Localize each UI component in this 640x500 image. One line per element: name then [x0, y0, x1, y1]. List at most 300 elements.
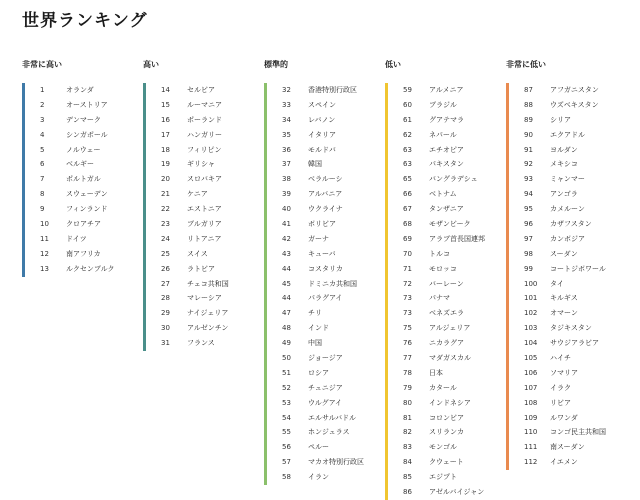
ranking-row — [282, 396, 382, 411]
country-name: タジキスタン — [550, 324, 592, 333]
rank-number: 86 — [403, 488, 412, 497]
country-name: ノルウェー — [66, 145, 101, 154]
rank-number: 87 — [524, 86, 533, 94]
country-name: ソマリア — [550, 368, 578, 377]
rank-number: 1 — [40, 86, 45, 94]
rank-number: 9 — [40, 205, 45, 214]
country-name: マダガスカル — [429, 354, 471, 363]
ranking-row — [524, 366, 624, 381]
country-name: コスタリカ — [308, 264, 343, 273]
rank-number: 6 — [40, 160, 45, 169]
ranking-row — [524, 143, 624, 158]
rank-number: 43 — [282, 249, 291, 258]
rank-number: 58 — [282, 473, 291, 482]
ranking-row — [161, 247, 261, 262]
country-name: クウェート — [429, 458, 464, 467]
ranking-row — [282, 157, 382, 172]
ranking-row — [403, 366, 503, 381]
country-name: タイ — [550, 279, 564, 288]
ranking-row — [403, 202, 503, 217]
ranking-row — [403, 98, 503, 113]
country-name: セルビア — [187, 86, 215, 94]
rank-number: 84 — [403, 458, 412, 467]
country-name: インドネシア — [429, 398, 471, 407]
rank-number: 94 — [524, 190, 533, 199]
column-high — [143, 58, 261, 351]
ranking-row — [524, 336, 624, 351]
ranking-row — [403, 83, 503, 98]
country-name: フィリピン — [187, 145, 222, 154]
ranking-row — [282, 262, 382, 277]
rank-number: 24 — [161, 234, 170, 243]
rank-number: 25 — [161, 249, 170, 258]
country-name: アルジェリア — [429, 324, 471, 333]
ranking-row — [282, 98, 382, 113]
country-name: ウクライナ — [308, 205, 343, 214]
rank-number: 89 — [524, 115, 533, 124]
rank-number: 21 — [161, 190, 170, 199]
rank-number: 93 — [524, 175, 533, 184]
country-name: グアテマラ — [429, 115, 464, 124]
rank-number: 20 — [161, 175, 170, 184]
ranking-row — [282, 202, 382, 217]
ranking-row — [161, 306, 261, 321]
ranking-row — [282, 217, 382, 232]
rank-number: 60 — [403, 100, 412, 109]
rank-number: 52 — [282, 383, 291, 392]
country-name: バーレーン — [429, 279, 464, 288]
ranking-row — [161, 128, 261, 143]
rank-number: 105 — [524, 354, 538, 363]
rank-number: 73 — [403, 294, 412, 303]
ranking-row — [403, 247, 503, 262]
rank-number: 99 — [524, 264, 533, 273]
ranking-row — [403, 232, 503, 247]
country-name: イラク — [550, 383, 571, 392]
ranking-row — [524, 247, 624, 262]
country-name: 中国 — [308, 339, 322, 348]
country-name: アンゴラ — [550, 190, 578, 199]
ranking-row — [161, 202, 261, 217]
ranking-row — [161, 143, 261, 158]
rank-number: 15 — [161, 100, 170, 109]
country-name: ブラジル — [429, 100, 457, 109]
country-name: ホンジュラス — [308, 428, 350, 437]
country-name: チェコ共和国 — [187, 279, 229, 288]
ranking-row — [403, 306, 503, 321]
rank-number: 54 — [282, 413, 291, 422]
ranking-row — [40, 172, 140, 187]
country-name: パナマ — [429, 294, 450, 303]
rank-number: 108 — [524, 398, 538, 407]
ranking-row — [524, 440, 624, 455]
ranking-row — [524, 425, 624, 440]
rank-number: 100 — [524, 279, 538, 288]
country-name: バングラデシュ — [429, 175, 478, 184]
ranking-row — [524, 187, 624, 202]
rank-number: 53 — [282, 398, 291, 407]
rank-number: 71 — [403, 264, 412, 273]
ranking-row — [282, 366, 382, 381]
rank-number: 16 — [161, 115, 170, 124]
country-name: ボリビア — [308, 220, 336, 229]
country-name: 香港特別行政区 — [308, 86, 357, 94]
country-name: リビア — [550, 398, 571, 407]
ranking-row — [282, 321, 382, 336]
tier-bar — [506, 83, 509, 470]
rank-number: 81 — [403, 413, 412, 422]
ranking-row — [403, 485, 503, 500]
rank-number: 66 — [403, 190, 412, 199]
country-name: ガーナ — [308, 234, 329, 243]
rank-number: 30 — [161, 324, 170, 333]
ranking-row — [403, 411, 503, 426]
country-name: スペイン — [308, 100, 336, 109]
rank-number: 69 — [403, 234, 412, 243]
column-very-high — [22, 58, 140, 277]
rank-number: 33 — [282, 100, 291, 109]
rank-number: 12 — [40, 249, 49, 258]
country-name: アゼルバイジャン — [429, 488, 485, 497]
rank-number: 76 — [403, 339, 412, 348]
country-name: カタール — [429, 383, 457, 392]
ranking-row — [40, 98, 140, 113]
country-name: オーストリア — [66, 100, 108, 109]
column-very-low — [506, 58, 624, 470]
rank-number: 3 — [40, 115, 45, 124]
country-name: エストニア — [187, 205, 222, 214]
ranking-row — [282, 440, 382, 455]
ranking-row — [161, 217, 261, 232]
ranking-row — [40, 232, 140, 247]
column-header: 標準的 — [264, 60, 288, 69]
ranking-row — [403, 277, 503, 292]
country-name: ウズベキスタン — [550, 100, 599, 109]
country-name: ベネズエラ — [429, 309, 464, 318]
country-name: ペルー — [308, 443, 329, 452]
ranking-row — [161, 172, 261, 187]
tier-bar — [22, 83, 25, 277]
ranking-row — [282, 411, 382, 426]
ranking-row — [403, 217, 503, 232]
country-name: エジプト — [429, 473, 457, 482]
rank-number: 61 — [403, 115, 412, 124]
ranking-row — [282, 470, 382, 485]
rank-number: 7 — [40, 175, 45, 184]
ranking-row — [282, 83, 382, 98]
ranking-row — [403, 113, 503, 128]
country-name: イタリア — [308, 130, 336, 139]
ranking-row — [524, 321, 624, 336]
rank-number: 4 — [40, 130, 45, 139]
ranking-row — [40, 143, 140, 158]
country-name: マレーシア — [187, 294, 222, 303]
rank-number: 80 — [403, 398, 412, 407]
ranking-row — [524, 128, 624, 143]
ranking-row — [403, 470, 503, 485]
rank-number: 34 — [282, 115, 291, 124]
column-header: 非常に高い — [22, 60, 62, 69]
rank-number: 11 — [40, 234, 49, 243]
ranking-row — [161, 321, 261, 336]
ranking-row — [161, 187, 261, 202]
page-title: 世界ランキング — [22, 11, 148, 31]
ranking-row — [524, 277, 624, 292]
country-name: ネパール — [429, 130, 457, 139]
ranking-row — [282, 291, 382, 306]
ranking-row — [40, 247, 140, 262]
rank-number: 2 — [40, 100, 45, 109]
ranking-row — [40, 217, 140, 232]
rank-number: 88 — [524, 100, 533, 109]
ranking-row — [403, 291, 503, 306]
country-name: 韓国 — [308, 160, 322, 169]
rank-number: 82 — [403, 428, 412, 437]
ranking-row — [40, 202, 140, 217]
ranking-list — [143, 83, 261, 351]
rank-number: 78 — [403, 368, 412, 377]
country-name: ハンガリー — [187, 130, 222, 139]
rank-number: 50 — [282, 354, 291, 363]
country-name: エルサルバドル — [308, 413, 357, 422]
rank-number: 68 — [403, 220, 412, 229]
rank-number: 90 — [524, 130, 533, 139]
rank-number: 40 — [282, 205, 291, 214]
country-name: コンゴ民主共和国 — [550, 428, 606, 437]
country-name: レバノン — [308, 115, 336, 124]
country-name: ミャンマー — [550, 175, 585, 184]
country-name: エクアドル — [550, 130, 585, 139]
rank-number: 91 — [524, 145, 533, 154]
ranking-row — [40, 83, 140, 98]
country-name: ナイジェリア — [187, 309, 229, 318]
ranking-row — [161, 336, 261, 351]
rank-number: 63 — [403, 145, 412, 154]
rank-number: 38 — [282, 175, 291, 184]
rank-number: 37 — [282, 160, 291, 169]
country-name: アルゼンチン — [187, 324, 229, 333]
country-name: ギリシャ — [187, 160, 215, 169]
ranking-row — [282, 247, 382, 262]
ranking-row — [403, 128, 503, 143]
rank-number: 49 — [282, 339, 291, 348]
ranking-list — [22, 83, 140, 277]
rank-number: 107 — [524, 383, 538, 392]
rank-number: 67 — [403, 205, 412, 214]
country-name: ポーランド — [187, 115, 222, 124]
ranking-row — [524, 351, 624, 366]
country-name: スイス — [187, 249, 208, 258]
ranking-row — [403, 187, 503, 202]
rank-number: 103 — [524, 324, 538, 333]
rank-number: 23 — [161, 220, 170, 229]
rank-number: 72 — [403, 279, 412, 288]
rank-number: 42 — [282, 234, 291, 243]
ranking-row — [161, 232, 261, 247]
country-name: コロンビア — [429, 413, 464, 422]
country-name: スロバキア — [187, 175, 222, 184]
ranking-row — [282, 455, 382, 470]
country-name: モロッコ — [429, 264, 457, 273]
rank-number: 17 — [161, 130, 170, 139]
rank-number: 10 — [40, 220, 49, 229]
country-name: イラン — [308, 473, 329, 482]
ranking-row — [403, 425, 503, 440]
country-name: 南アフリカ — [66, 249, 101, 258]
rank-number: 95 — [524, 205, 533, 214]
ranking-row — [403, 455, 503, 470]
country-name: ポルトガル — [66, 175, 101, 184]
ranking-row — [161, 291, 261, 306]
rank-number: 13 — [40, 264, 49, 273]
country-name: ジョージア — [308, 354, 343, 363]
country-name: ウルグアイ — [308, 398, 343, 407]
ranking-row — [524, 381, 624, 396]
rank-number: 26 — [161, 264, 170, 273]
ranking-row — [403, 336, 503, 351]
ranking-row — [524, 113, 624, 128]
rank-number: 48 — [282, 324, 291, 333]
rank-number: 104 — [524, 339, 538, 348]
ranking-row — [40, 157, 140, 172]
ranking-row — [403, 396, 503, 411]
country-name: ヨルダン — [550, 145, 578, 154]
ranking-row — [40, 128, 140, 143]
ranking-row — [524, 172, 624, 187]
country-name: ベトナム — [429, 190, 457, 199]
tier-bar — [264, 83, 267, 485]
ranking-row — [161, 98, 261, 113]
country-name: ドイツ — [66, 234, 87, 243]
rank-number: 111 — [524, 443, 538, 452]
country-name: イエメン — [550, 458, 578, 467]
ranking-row — [403, 262, 503, 277]
country-name: コートジボワール — [550, 264, 606, 273]
rank-number: 97 — [524, 234, 533, 243]
ranking-row — [403, 172, 503, 187]
rank-number: 70 — [403, 249, 412, 258]
ranking-row — [524, 262, 624, 277]
country-name: メキシコ — [550, 160, 578, 169]
rank-number: 5 — [40, 145, 45, 154]
ranking-row — [403, 321, 503, 336]
ranking-row — [282, 351, 382, 366]
rank-number: 45 — [282, 279, 291, 288]
column-header: 高い — [143, 60, 159, 69]
rank-number: 35 — [282, 130, 291, 139]
country-name: インド — [308, 324, 329, 333]
country-name: ドミニカ共和国 — [308, 279, 357, 288]
rank-number: 31 — [161, 339, 170, 348]
country-name: アラブ首長国連邦 — [429, 234, 485, 243]
rank-number: 22 — [161, 205, 170, 214]
ranking-row — [161, 157, 261, 172]
country-name: タンザニア — [429, 205, 464, 214]
rank-number: 39 — [282, 190, 291, 199]
rank-number: 106 — [524, 368, 538, 377]
country-name: エチオピア — [429, 145, 464, 154]
rank-number: 57 — [282, 458, 291, 467]
rank-number: 29 — [161, 309, 170, 318]
rank-number: 14 — [161, 86, 170, 94]
ranking-row — [524, 202, 624, 217]
rank-number: 98 — [524, 249, 533, 258]
country-name: ケニア — [187, 190, 208, 199]
country-name: キューバ — [308, 249, 336, 258]
rank-number: 27 — [161, 279, 170, 288]
rank-number: 102 — [524, 309, 538, 318]
country-name: デンマーク — [66, 115, 101, 124]
ranking-row — [282, 277, 382, 292]
rank-number: 32 — [282, 86, 291, 94]
rank-number: 59 — [403, 86, 412, 94]
rank-number: 55 — [282, 428, 291, 437]
ranking-row — [40, 262, 140, 277]
ranking-row — [524, 83, 624, 98]
column-standard — [264, 58, 382, 485]
country-name: ベラルーシ — [308, 175, 343, 184]
ranking-row — [282, 336, 382, 351]
country-name: ロシア — [308, 368, 329, 377]
country-name: アフガニスタン — [550, 86, 599, 94]
ranking-row — [282, 425, 382, 440]
country-name: アルバニア — [308, 190, 343, 199]
ranking-row — [40, 187, 140, 202]
country-name: ニカラグア — [429, 339, 464, 348]
rank-number: 62 — [403, 130, 412, 139]
country-name: カメルーン — [550, 205, 585, 214]
column-header: 低い — [385, 60, 401, 69]
ranking-row — [403, 381, 503, 396]
ranking-row — [282, 113, 382, 128]
rank-number: 28 — [161, 294, 170, 303]
country-name: パキスタン — [429, 160, 464, 169]
country-name: スーダン — [550, 249, 578, 258]
country-name: フランス — [187, 339, 215, 348]
rank-number: 79 — [403, 383, 412, 392]
column-header: 非常に低い — [506, 60, 546, 69]
country-name: キルギス — [550, 294, 578, 303]
rank-number: 44 — [282, 264, 291, 273]
ranking-row — [403, 143, 503, 158]
tier-bar — [385, 83, 388, 500]
rank-number: 44 — [282, 294, 291, 303]
ranking-list — [264, 83, 382, 485]
ranking-row — [40, 113, 140, 128]
country-name: ベルギー — [66, 160, 94, 169]
rank-number: 8 — [40, 190, 45, 199]
ranking-row — [524, 411, 624, 426]
rank-number: 110 — [524, 428, 538, 437]
country-name: モザンビーク — [429, 220, 471, 229]
country-name: ラトビア — [187, 264, 215, 273]
country-name: マカオ特別行政区 — [308, 458, 364, 467]
country-name: シンガポール — [66, 130, 108, 139]
rank-number: 41 — [282, 220, 291, 229]
ranking-row — [161, 113, 261, 128]
ranking-row — [282, 381, 382, 396]
country-name: カザフスタン — [550, 220, 592, 229]
rank-number: 73 — [403, 309, 412, 318]
country-name: ルーマニア — [187, 100, 222, 109]
rank-number: 51 — [282, 368, 291, 377]
country-name: クロアチア — [66, 220, 101, 229]
rank-number: 83 — [403, 443, 412, 452]
country-name: フィンランド — [66, 205, 108, 214]
ranking-row — [524, 306, 624, 321]
country-name: アルメニア — [429, 86, 464, 94]
rank-number: 36 — [282, 145, 291, 154]
